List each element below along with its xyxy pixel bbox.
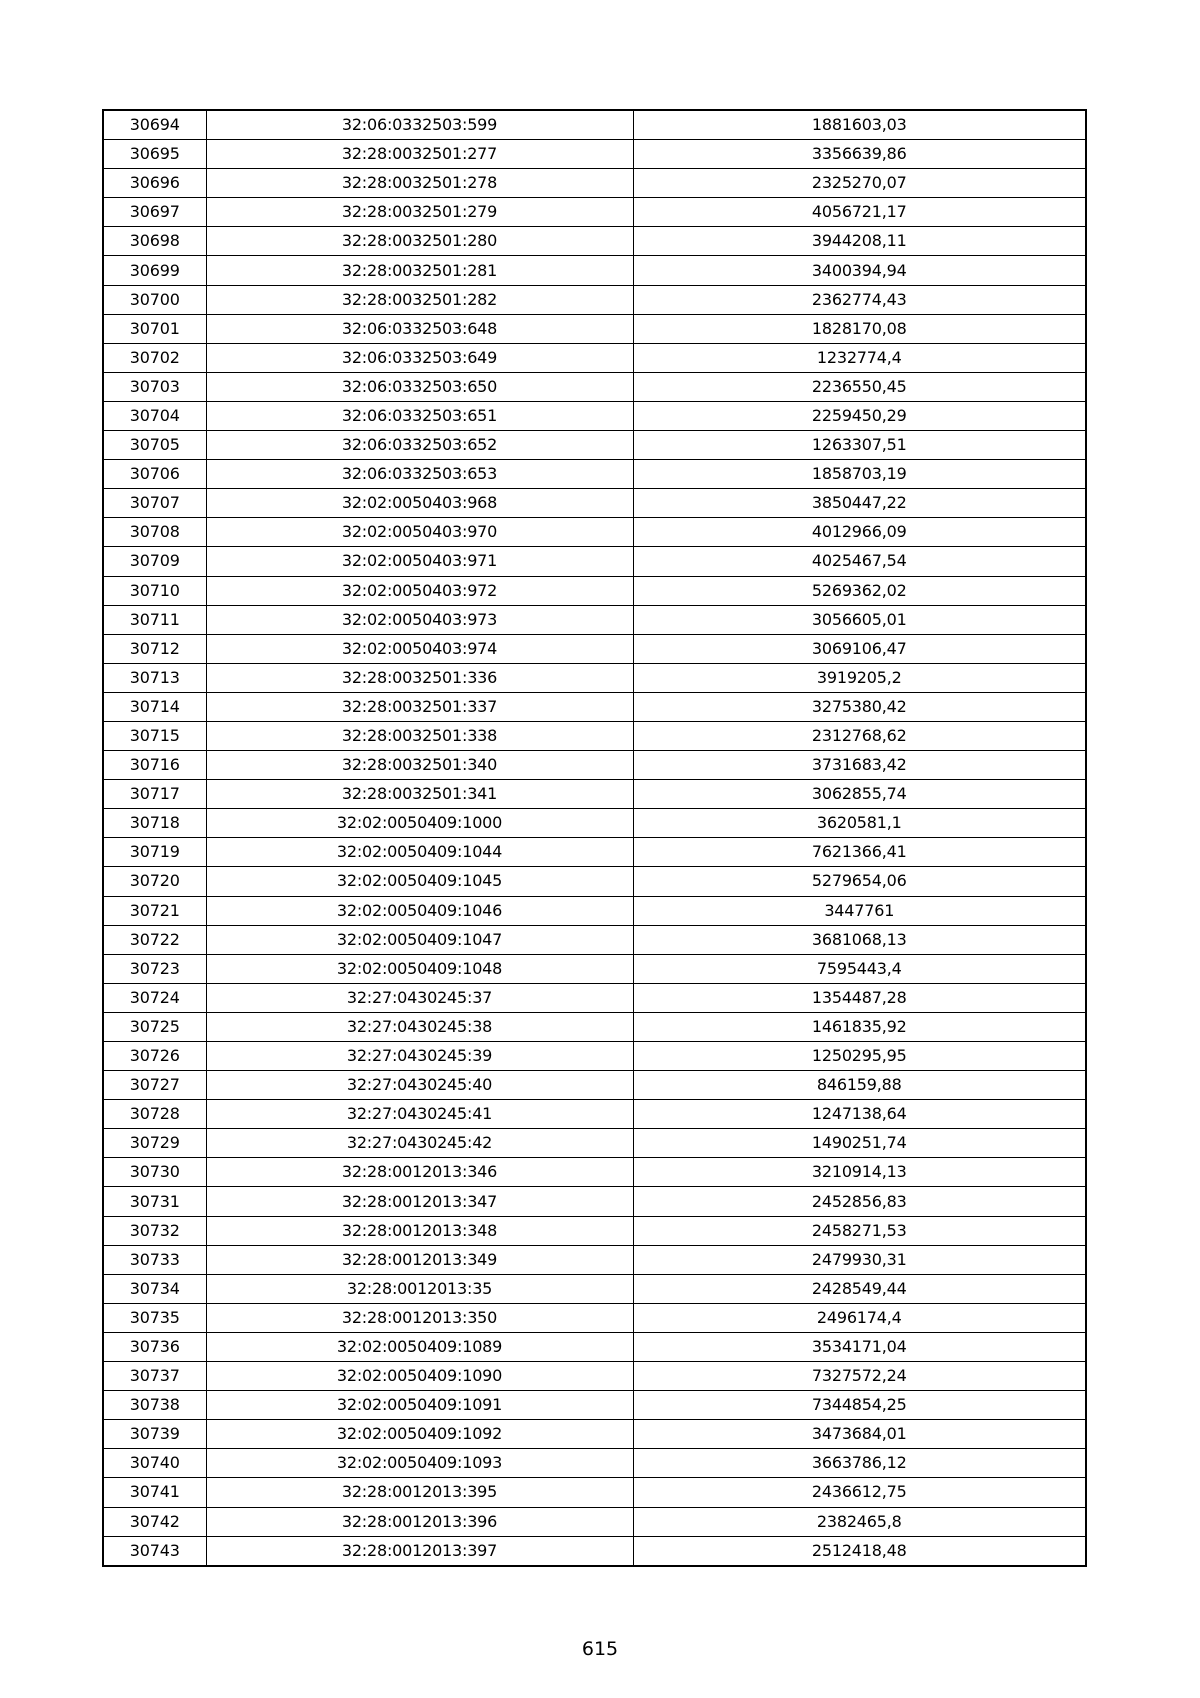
table-row: [103, 867, 1086, 896]
cadastral-number-cell: 32:02:0050403:972: [206, 576, 633, 605]
row-number-cell: 30733: [103, 1245, 206, 1274]
row-number-cell: 30740: [103, 1449, 206, 1478]
row-number-cell: 30731: [103, 1187, 206, 1216]
row-number-cell: 30738: [103, 1391, 206, 1420]
cadastral-number-cell: 32:02:0050409:1046: [206, 896, 633, 925]
table-row: [103, 256, 1086, 285]
cadastral-value-cell: 3850447,22: [633, 489, 1086, 518]
table-row: [103, 401, 1086, 430]
cadastral-value-cell: 3056605,01: [633, 605, 1086, 634]
cadastral-number-cell: 32:28:0032501:281: [206, 256, 633, 285]
table-row: [103, 285, 1086, 314]
cadastral-number-cell: 32:06:0332503:651: [206, 401, 633, 430]
cadastral-number-cell: 32:27:0430245:42: [206, 1129, 633, 1158]
row-number-cell: 30698: [103, 227, 206, 256]
table-row: [103, 169, 1086, 198]
row-number-cell: 30700: [103, 285, 206, 314]
table-row: [103, 1187, 1086, 1216]
cadastral-value-cell: 2325270,07: [633, 169, 1086, 198]
table-row: [103, 605, 1086, 634]
row-number-cell: 30694: [103, 110, 206, 140]
cadastral-value-cell: 4012966,09: [633, 518, 1086, 547]
row-number-cell: 30726: [103, 1042, 206, 1071]
row-number-cell: 30715: [103, 721, 206, 750]
table-row: [103, 1449, 1086, 1478]
cadastral-number-cell: 32:28:0032501:279: [206, 198, 633, 227]
row-number-cell: 30720: [103, 867, 206, 896]
table-row: [103, 1071, 1086, 1100]
table-row: [103, 1245, 1086, 1274]
row-number-cell: 30741: [103, 1478, 206, 1507]
table-row: [103, 110, 1086, 140]
row-number-cell: 30722: [103, 925, 206, 954]
row-number-cell: 30712: [103, 634, 206, 663]
cadastral-value-cell: 2512418,48: [633, 1536, 1086, 1566]
cadastral-number-cell: 32:02:0050403:970: [206, 518, 633, 547]
cadastral-value-cell: 3473684,01: [633, 1420, 1086, 1449]
row-number-cell: 30735: [103, 1303, 206, 1332]
cadastral-number-cell: 32:02:0050409:1091: [206, 1391, 633, 1420]
cadastral-value-cell: 3620581,1: [633, 809, 1086, 838]
cadastral-value-cell: 7344854,25: [633, 1391, 1086, 1420]
cadastral-number-cell: 32:06:0332503:653: [206, 460, 633, 489]
cadastral-value-cell: 3062855,74: [633, 780, 1086, 809]
table-row: [103, 925, 1086, 954]
row-number-cell: 30724: [103, 983, 206, 1012]
cadastral-number-cell: 32:02:0050403:973: [206, 605, 633, 634]
cadastral-value-cell: 7327572,24: [633, 1362, 1086, 1391]
cadastral-value-cell: 2452856,83: [633, 1187, 1086, 1216]
table-row: [103, 983, 1086, 1012]
row-number-cell: 30710: [103, 576, 206, 605]
table-row: [103, 518, 1086, 547]
table-row: [103, 1100, 1086, 1129]
cadastral-number-cell: 32:28:0012013:349: [206, 1245, 633, 1274]
table-row: [103, 1274, 1086, 1303]
cadastral-number-cell: 32:02:0050409:1000: [206, 809, 633, 838]
table-row: [103, 1332, 1086, 1361]
cadastral-number-cell: 32:28:0032501:280: [206, 227, 633, 256]
cadastral-value-cell: 2312768,62: [633, 721, 1086, 750]
row-number-cell: 30718: [103, 809, 206, 838]
cadastral-number-cell: 32:28:0032501:282: [206, 285, 633, 314]
row-number-cell: 30708: [103, 518, 206, 547]
cadastral-value-cell: 1881603,03: [633, 110, 1086, 140]
row-number-cell: 30736: [103, 1332, 206, 1361]
cadastral-number-cell: 32:28:0012013:395: [206, 1478, 633, 1507]
cadastral-value-cell: 1263307,51: [633, 431, 1086, 460]
cadastral-number-cell: 32:28:0012013:346: [206, 1158, 633, 1187]
cadastral-value-cell: 3356639,86: [633, 140, 1086, 169]
row-number-cell: 30725: [103, 1012, 206, 1041]
table-row: [103, 1303, 1086, 1332]
cadastral-value-cell: 3681068,13: [633, 925, 1086, 954]
cadastral-value-cell: 1858703,19: [633, 460, 1086, 489]
cadastral-number-cell: 32:06:0332503:648: [206, 314, 633, 343]
row-number-cell: 30714: [103, 692, 206, 721]
table-row: [103, 1391, 1086, 1420]
cadastral-value-cell: 1247138,64: [633, 1100, 1086, 1129]
row-number-cell: 30705: [103, 431, 206, 460]
table-row: [103, 314, 1086, 343]
cadastral-number-cell: 32:28:0032501:277: [206, 140, 633, 169]
row-number-cell: 30703: [103, 372, 206, 401]
row-number-cell: 30728: [103, 1100, 206, 1129]
cadastral-number-cell: 32:27:0430245:39: [206, 1042, 633, 1071]
table-row: [103, 838, 1086, 867]
cadastral-number-cell: 32:27:0430245:41: [206, 1100, 633, 1129]
row-number-cell: 30729: [103, 1129, 206, 1158]
row-number-cell: 30707: [103, 489, 206, 518]
page-number: 615: [581, 1638, 619, 1660]
table-row: [103, 692, 1086, 721]
row-number-cell: 30696: [103, 169, 206, 198]
row-number-cell: 30739: [103, 1420, 206, 1449]
row-number-cell: 30742: [103, 1507, 206, 1536]
cadastral-number-cell: 32:28:0012013:347: [206, 1187, 633, 1216]
cadastral-value-cell: 1250295,95: [633, 1042, 1086, 1071]
table-row: [103, 896, 1086, 925]
row-number-cell: 30721: [103, 896, 206, 925]
table-row: [103, 1536, 1086, 1566]
cadastral-value-cell: 846159,88: [633, 1071, 1086, 1100]
row-number-cell: 30719: [103, 838, 206, 867]
cadastral-value-cell: 3210914,13: [633, 1158, 1086, 1187]
table-row: [103, 721, 1086, 750]
cadastral-number-cell: 32:27:0430245:38: [206, 1012, 633, 1041]
cadastral-value-cell: 2382465,8: [633, 1507, 1086, 1536]
table-row: [103, 198, 1086, 227]
row-number-cell: 30709: [103, 547, 206, 576]
cadastral-number-cell: 32:02:0050409:1093: [206, 1449, 633, 1478]
cadastral-value-cell: 3663786,12: [633, 1449, 1086, 1478]
cadastral-value-cell: 1828170,08: [633, 314, 1086, 343]
cadastral-number-cell: 32:28:0032501:338: [206, 721, 633, 750]
cadastral-value-cell: 2436612,75: [633, 1478, 1086, 1507]
cadastral-value-cell: 2259450,29: [633, 401, 1086, 430]
row-number-cell: 30737: [103, 1362, 206, 1391]
row-number-cell: 30695: [103, 140, 206, 169]
table-row: [103, 1420, 1086, 1449]
cadastral-value-cell: 2479930,31: [633, 1245, 1086, 1274]
row-number-cell: 30732: [103, 1216, 206, 1245]
cadastral-number-cell: 32:28:0032501:337: [206, 692, 633, 721]
cadastral-value-cell: 3731683,42: [633, 751, 1086, 780]
row-number-cell: 30723: [103, 954, 206, 983]
cadastral-value-cell: 2428549,44: [633, 1274, 1086, 1303]
table-row: [103, 1158, 1086, 1187]
cadastral-value-cell: 3069106,47: [633, 634, 1086, 663]
cadastral-value-cell: 3400394,94: [633, 256, 1086, 285]
cadastral-number-cell: 32:02:0050409:1092: [206, 1420, 633, 1449]
cadastral-number-cell: 32:27:0430245:37: [206, 983, 633, 1012]
cadastral-number-cell: 32:28:0012013:397: [206, 1536, 633, 1566]
cadastral-value-cell: 1232774,4: [633, 343, 1086, 372]
table-row: [103, 1042, 1086, 1071]
cadastral-number-cell: 32:02:0050403:974: [206, 634, 633, 663]
cadastral-value-cell: 4025467,54: [633, 547, 1086, 576]
cadastral-value-cell: 3944208,11: [633, 227, 1086, 256]
cadastral-value-cell: 7595443,4: [633, 954, 1086, 983]
row-number-cell: 30743: [103, 1536, 206, 1566]
table-row: [103, 780, 1086, 809]
table-row: [103, 634, 1086, 663]
cadastral-number-cell: 32:28:0032501:341: [206, 780, 633, 809]
row-number-cell: 30701: [103, 314, 206, 343]
table-row: [103, 809, 1086, 838]
cadastral-number-cell: 32:28:0032501:278: [206, 169, 633, 198]
cadastral-value-cell: 2236550,45: [633, 372, 1086, 401]
cadastral-number-cell: 32:28:0012013:348: [206, 1216, 633, 1245]
table-row: [103, 663, 1086, 692]
cadastral-value-cell: 2458271,53: [633, 1216, 1086, 1245]
cadastral-value-cell: 3534171,04: [633, 1332, 1086, 1361]
row-number-cell: 30716: [103, 751, 206, 780]
cadastral-number-cell: 32:06:0332503:599: [206, 110, 633, 140]
table-row: [103, 431, 1086, 460]
cadastral-value-cell: 3275380,42: [633, 692, 1086, 721]
table-row: [103, 576, 1086, 605]
cadastral-value-cell: 3447761: [633, 896, 1086, 925]
table-row: [103, 1507, 1086, 1536]
table-row: [103, 1012, 1086, 1041]
table-row: [103, 751, 1086, 780]
row-number-cell: 30702: [103, 343, 206, 372]
row-number-cell: 30730: [103, 1158, 206, 1187]
table-row: [103, 1478, 1086, 1507]
cadastral-number-cell: 32:02:0050409:1044: [206, 838, 633, 867]
table-row: [103, 343, 1086, 372]
cadastral-value-cell: 3919205,2: [633, 663, 1086, 692]
table-row: [103, 460, 1086, 489]
cadastral-number-cell: 32:27:0430245:40: [206, 1071, 633, 1100]
row-number-cell: 30727: [103, 1071, 206, 1100]
cadastral-value-cell: 4056721,17: [633, 198, 1086, 227]
table-row: [103, 1362, 1086, 1391]
table-row: [103, 547, 1086, 576]
row-number-cell: 30717: [103, 780, 206, 809]
table-row: [103, 372, 1086, 401]
row-number-cell: 30704: [103, 401, 206, 430]
cadastral-value-cell: 2496174,4: [633, 1303, 1086, 1332]
cadastral-value-cell: 1490251,74: [633, 1129, 1086, 1158]
cadastral-number-cell: 32:02:0050409:1045: [206, 867, 633, 896]
cadastral-number-cell: 32:28:0012013:396: [206, 1507, 633, 1536]
cadastral-number-cell: 32:02:0050409:1090: [206, 1362, 633, 1391]
cadastral-number-cell: 32:02:0050409:1089: [206, 1332, 633, 1361]
table-row: [103, 140, 1086, 169]
cadastral-value-cell: 1354487,28: [633, 983, 1086, 1012]
row-number-cell: 30711: [103, 605, 206, 634]
cadastral-value-cell: 5269362,02: [633, 576, 1086, 605]
table-row: [103, 489, 1086, 518]
row-number-cell: 30706: [103, 460, 206, 489]
cadastral-value-cell: 2362774,43: [633, 285, 1086, 314]
cadastral-number-cell: 32:28:0032501:336: [206, 663, 633, 692]
table-row: [103, 227, 1086, 256]
cadastral-number-cell: 32:06:0332503:649: [206, 343, 633, 372]
cadastral-value-cell: 5279654,06: [633, 867, 1086, 896]
table-row: [103, 1216, 1086, 1245]
row-number-cell: 30699: [103, 256, 206, 285]
row-number-cell: 30713: [103, 663, 206, 692]
cadastral-number-cell: 32:02:0050403:968: [206, 489, 633, 518]
cadastral-number-cell: 32:28:0012013:35: [206, 1274, 633, 1303]
cadastral-number-cell: 32:06:0332503:650: [206, 372, 633, 401]
cadastral-value-cell: 7621366,41: [633, 838, 1086, 867]
cadastral-value-table: [102, 109, 1087, 1567]
table-body: [103, 110, 1086, 1566]
cadastral-number-cell: 32:06:0332503:652: [206, 431, 633, 460]
table-row: [103, 1129, 1086, 1158]
cadastral-number-cell: 32:02:0050409:1047: [206, 925, 633, 954]
cadastral-number-cell: 32:02:0050409:1048: [206, 954, 633, 983]
cadastral-number-cell: 32:28:0012013:350: [206, 1303, 633, 1332]
row-number-cell: 30734: [103, 1274, 206, 1303]
cadastral-number-cell: 32:02:0050403:971: [206, 547, 633, 576]
cadastral-number-cell: 32:28:0032501:340: [206, 751, 633, 780]
table-row: [103, 954, 1086, 983]
cadastral-value-cell: 1461835,92: [633, 1012, 1086, 1041]
row-number-cell: 30697: [103, 198, 206, 227]
